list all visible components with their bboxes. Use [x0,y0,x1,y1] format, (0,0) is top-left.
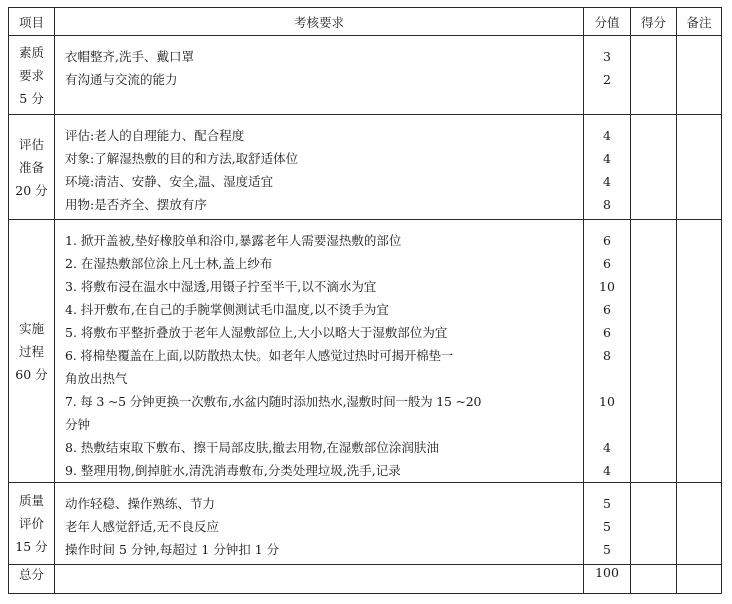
requirement-line: 动作轻稳、操作熟练、节力 [65,496,216,511]
category-cell [9,220,55,483]
earned-cell [631,36,677,115]
score-value: 4 [603,463,611,478]
score-value: 4 [603,440,611,455]
header-item: 项目 [9,8,55,36]
score-value: 6 [603,233,611,248]
earned-cell [631,115,677,220]
score-value: 6 [603,256,611,271]
requirement-line: 3. 将敷布浸在温水中湿透,用镊子拧至半干,以不滴水为宜 [65,279,377,294]
category-cell [9,115,55,220]
requirement-line: 用物:是否齐全、摆放有序 [65,197,207,212]
score-value: 3 [603,49,611,64]
section-row-assessment-preparation [9,115,722,220]
score-value: 6 [603,325,611,340]
section-row-quality-requirements [9,36,722,115]
category-line: 60 分 [15,366,48,382]
score-value: 2 [603,72,611,87]
score-value: 5 [603,542,611,557]
total-label: 总分 [9,565,55,594]
requirement-line: 9. 整理用物,倒掉脏水,清洗消毒敷布,分类处理垃圾,洗手,记录 [65,463,401,478]
category-line: 实施 [18,320,44,336]
scores-cell [584,220,631,483]
score-value: 5 [603,496,611,511]
requirement-line: 7. 每 3 ~5 分钟更换一次敷布,水盆内随时添加热水,湿敷时间一般为 15 ~20 [65,394,482,409]
scores-cell [584,36,631,115]
header-earned: 得分 [631,8,677,36]
remark-cell [677,115,722,220]
score-value: 4 [603,151,611,166]
section-row-quality-evaluation [9,483,722,565]
requirement-line: 老年人感觉舒适,无不良反应 [65,519,219,534]
total-row [9,565,722,594]
category-line: 素质 [18,44,44,60]
header-remark: 备注 [677,8,722,36]
score-value: 5 [603,519,611,534]
scores-cell [584,115,631,220]
category-line: 准备 [18,159,44,175]
category-line: 20 分 [15,182,48,198]
total-score: 100 [584,565,631,594]
score-value: 10 [599,394,615,409]
assessment-table [8,7,722,594]
remark-cell [677,483,722,565]
category-line: 5 分 [19,90,44,106]
requirements-cell [55,115,584,220]
requirements-cell [55,36,584,115]
category-line: 过程 [18,343,44,359]
requirement-line: 5. 将敷布平整折叠放于老年人湿敷部位上,大小以略大于湿敷部位为宜 [65,325,448,340]
requirement-line: 6. 将棉垫覆盖在上面,以防散热太快。如老年人感觉过热时可揭开棉垫一 [65,348,454,363]
category-cell [9,36,55,115]
header-score: 分值 [584,8,631,36]
requirement-line: 8. 热敷结束取下敷布、擦干局部皮肤,撤去用物,在湿敷部位涂润肤油 [65,440,439,455]
section-row-implementation [9,220,722,483]
earned-cell [631,220,677,483]
requirement-line: 2. 在湿热敷部位涂上凡士林,盖上纱布 [65,256,273,271]
requirement-line: 衣帽整齐,洗手、戴口罩 [65,49,194,64]
category-line: 15 分 [15,539,48,554]
remark-cell [677,36,722,115]
total-requirement-cell [55,565,584,594]
header-row [9,8,722,36]
requirement-line-continued: 角放出热气 [65,371,128,386]
scores-cell [584,483,631,565]
category-line: 评估 [18,136,44,152]
header-requirement: 考核要求 [55,8,584,36]
category-cell [9,483,55,565]
requirement-line: 4. 抖开敷布,在自己的手腕掌侧测试毛巾温度,以不烫手为宜 [65,302,389,317]
score-value: 10 [599,279,615,294]
requirement-line: 1. 掀开盖被,垫好橡胶单和浴巾,暴露老年人需要湿热敷的部位 [65,233,402,248]
requirement-line: 环境:清洁、安静、安全,温、湿度适宜 [65,174,274,189]
requirement-line-continued: 分钟 [65,417,91,432]
score-spacer [584,367,630,390]
total-earned-cell [631,565,677,594]
requirement-line: 有沟通与交流的能力 [65,72,178,87]
requirements-cell [55,483,584,565]
requirement-line: 操作时间 5 分钟,每超过 1 分钟扣 1 分 [65,542,280,557]
requirement-line: 对象:了解湿热敷的目的和方法,取舒适体位 [65,151,299,166]
score-value: 4 [603,174,611,189]
total-remark-cell [677,565,722,594]
score-spacer [584,413,630,436]
requirement-line: 评估:老人的自理能力、配合程度 [65,128,245,143]
earned-cell [631,483,677,565]
category-line: 要求 [18,67,44,83]
category-line: 评价 [18,516,44,531]
score-value: 8 [603,348,611,363]
category-line: 质量 [18,493,44,508]
score-value: 6 [603,302,611,317]
requirements-cell [55,220,584,483]
score-value: 4 [603,128,611,143]
score-value: 8 [603,197,611,212]
remark-cell [677,220,722,483]
